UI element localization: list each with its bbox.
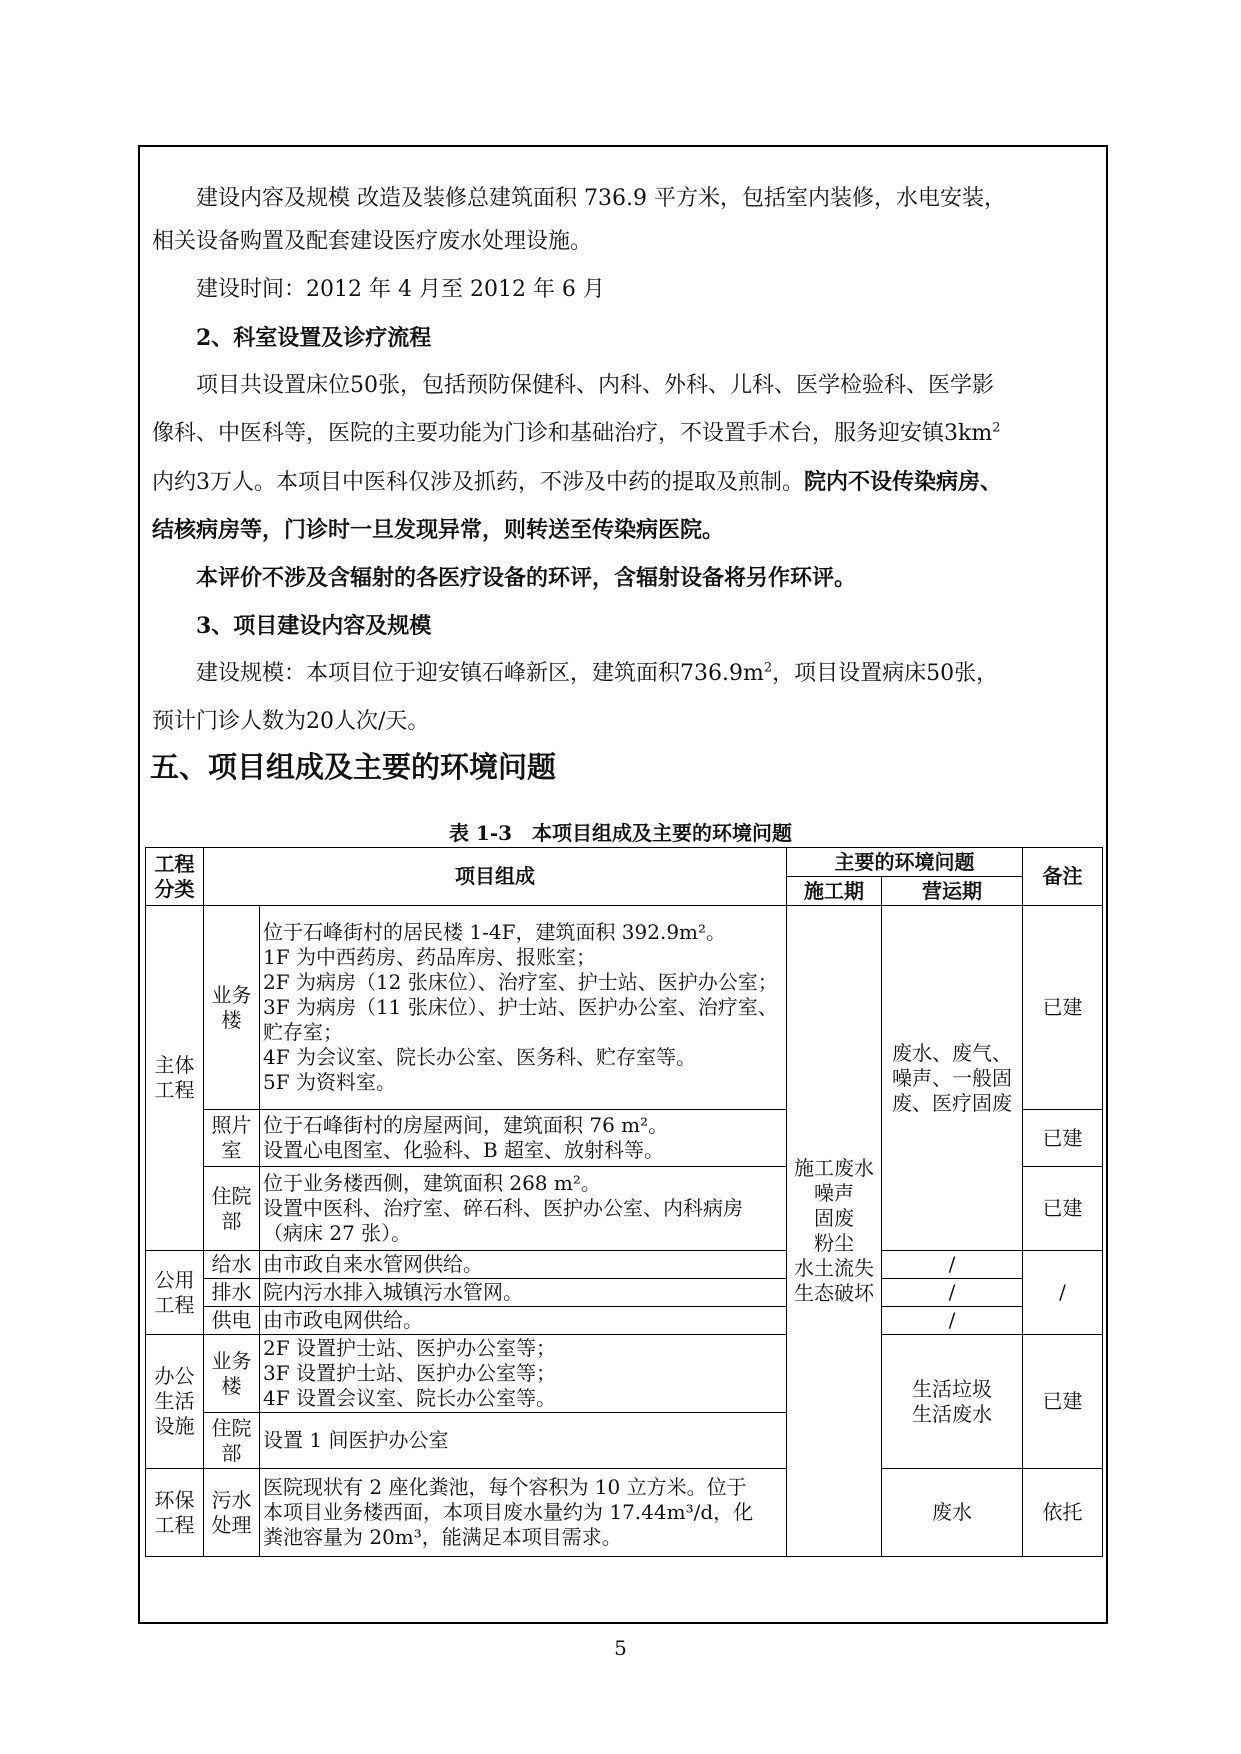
paragraph: 内约3万人。本项目中医科仅涉及抓药，不涉及中药的提取及煎制。院内不设传染病房、 bbox=[152, 469, 1003, 495]
office-inpatient-desc: 设置 1 间医护办公室 bbox=[260, 1413, 787, 1469]
paragraph: 项目共设置床位50张，包括预防保健科、内科、外科、儿科、医学检验科、医学影 bbox=[196, 373, 994, 398]
sub-power: 供电 bbox=[204, 1307, 260, 1335]
paragraph: 本评价不涉及含辐射的各医疗设备的环评，含辐射设备将另作环评。 bbox=[196, 565, 857, 591]
project-table bbox=[145, 847, 1103, 1557]
office-operation-issues: 生活垃圾 生活废水 bbox=[882, 1335, 1023, 1469]
header-operation: 营运期 bbox=[882, 877, 1023, 906]
paragraph: 结核病房等，门诊时一旦发现异常，则转送至传染病医院。 bbox=[152, 517, 725, 543]
power-desc: 由市政电网供给。 bbox=[260, 1307, 787, 1335]
sub-sewage: 污水处理 bbox=[204, 1469, 260, 1557]
subheading: 2、科室设置及诊疗流程 bbox=[196, 325, 432, 351]
header-composition: 项目组成 bbox=[204, 848, 787, 906]
public-remark: / bbox=[1023, 1251, 1103, 1335]
category-main: 主体工程 bbox=[146, 906, 204, 1251]
header-construction: 施工期 bbox=[787, 877, 882, 906]
sub-office-business: 业务楼 bbox=[204, 1335, 260, 1413]
paragraph: 像科、中医科等，医院的主要功能为门诊和基础治疗，不设置手术台，服务迎安镇$3km^2$ bbox=[152, 420, 1001, 446]
office-remark: 已建 bbox=[1023, 1335, 1103, 1469]
page-number: 5 bbox=[614, 1636, 627, 1660]
drainage-operation: / bbox=[882, 1279, 1023, 1307]
paragraph: 预计门诊人数为20人次/天。 bbox=[152, 709, 430, 734]
power-operation: / bbox=[882, 1307, 1023, 1335]
table-caption: 表 1-3 本项目组成及主要的环境问题 bbox=[448, 821, 793, 845]
sub-business-building: 业务楼 bbox=[204, 906, 260, 1110]
water-supply-desc: 由市政自来水管网供给。 bbox=[260, 1251, 787, 1279]
office-business-desc: 2F 设置护士站、医护办公室等； 3F 设置护士站、医护办公室等； 4F 设置会议室、院长办公室等。 bbox=[260, 1335, 787, 1413]
sewage-desc: 医院现状有 2 座化粪池，每个容积为 10 立方米。位于 本项目业务楼西面，本项目废水量约为 17.44m³/d，化 粪池容量为 20m³，能满足本项目需求。 bbox=[260, 1469, 787, 1557]
inpatient-desc: 位于业务楼西侧，建筑面积 268 m²。 设置中医科、治疗室、碎石科、医护办公室、内科病房 （病床 27 张）。 bbox=[260, 1167, 787, 1251]
paragraph: 建设规模：本项目位于迎安镇石峰新区，建筑面积$736.9m^2$，项目设置病床50张， bbox=[196, 660, 999, 686]
paragraph: 建设内容及规模 改造及装修总建筑面积 736.9 平方米，包括室内装修，水电安装， bbox=[196, 186, 1006, 211]
drainage-desc: 院内污水排入城镇污水管网。 bbox=[260, 1279, 787, 1307]
sub-drainage: 排水 bbox=[204, 1279, 260, 1307]
remark: 已建 bbox=[1023, 1167, 1103, 1251]
sub-photo-room: 照片室 bbox=[204, 1110, 260, 1167]
water-supply-operation: / bbox=[882, 1251, 1023, 1279]
category-env: 环保工程 bbox=[146, 1469, 204, 1557]
header-remarks: 备注 bbox=[1023, 848, 1103, 906]
env-operation-issues: 废水 bbox=[882, 1469, 1023, 1557]
header-env-issues: 主要的环境问题 bbox=[787, 848, 1023, 877]
paragraph: 建设时间：2012 年 4 月至 2012 年 6 月 bbox=[196, 277, 605, 302]
category-office: 办公生活设施 bbox=[146, 1335, 204, 1469]
business-building-desc: 位于石峰街村的居民楼 1-4F，建筑面积 392.9m²。 1F 为中西药房、药品库房、报账室； 2F 为病房（12 张床位）、治疗室、护士站、医护办公室； 3F 为病房（11 张床位）、护士站、医护办公室、治疗室、 贮存室； 4F 为会议室、院长办公室、医务科、贮存室等。 5F 为资料室。 bbox=[260, 906, 787, 1110]
construction-issues: 施工废水 噪声 固废 粉尘 水土流失 生态破坏 bbox=[787, 906, 882, 1557]
remark: 已建 bbox=[1023, 906, 1103, 1110]
env-remark: 依托 bbox=[1023, 1469, 1103, 1557]
photo-room-desc: 位于石峰街村的房屋两间，建筑面积 76 m²。 设置心电图室、化验科、B 超室、放射科等。 bbox=[260, 1110, 787, 1167]
header-category: 工程分类 bbox=[146, 848, 204, 906]
sub-office-inpatient: 住院部 bbox=[204, 1413, 260, 1469]
main-operation-issues: 废水、废气、噪声、一般固废、医疗固废 bbox=[882, 906, 1023, 1251]
category-public: 公用工程 bbox=[146, 1251, 204, 1335]
remark: 已建 bbox=[1023, 1110, 1103, 1167]
section-heading: 五、项目组成及主要的环境问题 bbox=[150, 750, 557, 784]
sub-water-supply: 给水 bbox=[204, 1251, 260, 1279]
sub-inpatient: 住院部 bbox=[204, 1167, 260, 1251]
paragraph: 相关设备购置及配套建设医疗废水处理设施。 bbox=[152, 229, 593, 254]
subheading: 3、项目建设内容及规模 bbox=[196, 613, 432, 639]
